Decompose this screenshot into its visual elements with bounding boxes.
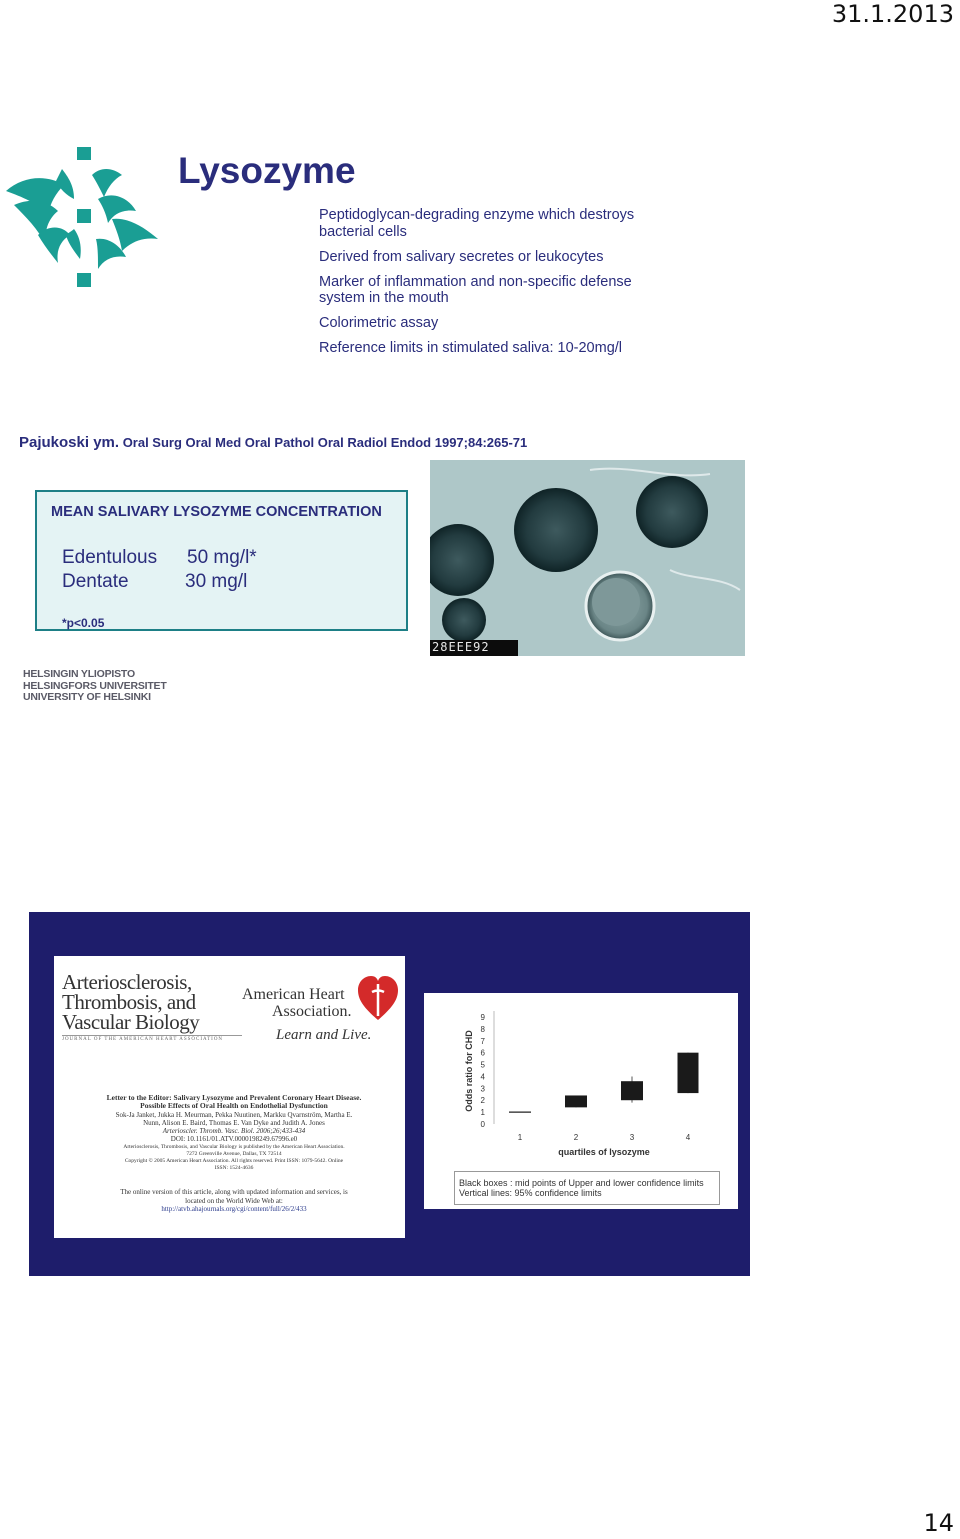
chart-panel [424, 993, 738, 1209]
letter-authors-line: Sok-Ja Janket, Jukka H. Meurman, Pekka Nuutinen, Markku Qvarnström, Martha E. [115, 1110, 353, 1119]
chart-xlabel: quartiles of lysozyme [558, 1147, 650, 1157]
online-line: located on the World Wide Web at: [185, 1196, 283, 1205]
bullet-item: Reference limits in stimulated saliva: 10-20mg/l [319, 340, 623, 356]
box-row-value: 30 mg/l [185, 571, 248, 592]
publisher-line: ISSN: 1524-4636 [214, 1164, 254, 1171]
chart-ytick-label: 4 [480, 1072, 485, 1082]
chart-box [678, 1053, 699, 1093]
aha-line: Association. [272, 1003, 352, 1020]
chart-ytick-label: 0 [480, 1120, 485, 1129]
chart-xtick-label: 1 [517, 1133, 523, 1142]
online-note [84, 1188, 384, 1214]
publisher-line: Copyright © 2005 American Heart Association. All rights reserved. Print ISSN: 1079-5642. Online [124, 1157, 344, 1164]
chart-ytick-label: 9 [480, 1013, 485, 1022]
box-note: *p<0.05 [62, 616, 105, 630]
page-number: 14 [923, 1509, 954, 1537]
journal-title [62, 972, 199, 1032]
heart-logo-icon [358, 976, 398, 1022]
box-row-label: Dentate [62, 571, 129, 592]
online-line: The online version of this article, along with updated information and services, is [120, 1188, 348, 1196]
box-row-value: 50 mg/l* [187, 547, 257, 568]
chart-ytick-label: 2 [480, 1096, 485, 1106]
chart-ytick-label: 1 [480, 1108, 485, 1118]
odds-ratio-chart [424, 993, 738, 1171]
university-name [23, 669, 167, 704]
chart-ytick-label: 3 [480, 1084, 485, 1094]
chart-ytick-label: 6 [480, 1048, 485, 1058]
university-line: UNIVERSITY OF HELSINKI [23, 691, 151, 703]
journal-title-line: Thrombosis, and [62, 990, 196, 1014]
aha-name [242, 986, 352, 1020]
bullet-item: Marker of inflammation and non-specific defense system in the mouth [319, 273, 632, 306]
slide-title: Lysozyme [178, 150, 356, 191]
box-row-label: Edentulous [62, 547, 158, 568]
reference-citation: Oral Surg Oral Med Oral Pathol Oral Radiol Endod 1997;84:265-71 [122, 435, 528, 450]
bullet-item: Derived from salivary secretes or leukocytes [319, 248, 604, 265]
reference-line [19, 434, 527, 451]
legend-line: Vertical lines: 95% confidence limits [459, 1188, 602, 1198]
chart-box [621, 1081, 643, 1100]
aha-tagline: Learn and Live. [276, 1027, 372, 1043]
micrograph-image [430, 460, 745, 656]
letter-title-line: Possible Effects of Oral Health on Endothelial Dysfunction [140, 1101, 328, 1111]
micrograph-cells-icon [430, 460, 745, 656]
letter-citation: Arterioscler. Thromb. Vasc. Biol. 2006;26;433-434 [162, 1127, 306, 1136]
article-image [54, 956, 405, 1238]
letter-details [84, 1094, 384, 1172]
letter-title-line: Letter to the Editor: Salivary Lysozyme and Prevalent Coronary Heart Disease. [106, 1093, 362, 1102]
bullet-list [319, 207, 679, 365]
reference-author: Pajukoski ym. [19, 434, 120, 451]
chart-box [565, 1095, 587, 1107]
legend-line: Black boxes : mid points of Upper and lower confidence limits [459, 1178, 704, 1188]
publisher-line: Arteriosclerosis, Thrombosis, and Vascular Biology is published by the American Heart Association. [123, 1143, 345, 1150]
bullet-item: Peptidoglycan-degrading enzyme which destroys bacterial cells [319, 207, 635, 240]
journal-title-line: Vascular Biology [62, 1010, 200, 1034]
chart-ytick-label: 7 [480, 1036, 485, 1046]
letter-doi: DOI: 10.1161/01.ATV.0000198249.67996.e0 [170, 1135, 298, 1144]
article-url: http://atvb.ahajournals.org/cgi/content/full/26/2/433 [161, 1205, 307, 1213]
chart-xtick-label: 3 [629, 1133, 635, 1142]
journal-title-line: Arteriosclerosis, [62, 970, 192, 994]
page-date: 31.1.2013 [831, 0, 954, 28]
chart-xtick-label: 4 [685, 1133, 691, 1142]
chart-ytick-label: 8 [480, 1024, 485, 1034]
chart-ytick-label: 5 [480, 1060, 485, 1070]
micrograph-label: 28EEE92 [432, 640, 490, 654]
bullet-item: Colorimetric assay [319, 315, 439, 331]
university-logo-icon [4, 145, 160, 291]
chart-ylabel: Odds ratio for CHD [464, 1030, 474, 1112]
university-line: HELSINGFORS UNIVERSITET [23, 679, 167, 692]
letter-authors-line: Nunn, Alison E. Baird, Thomas E. Van Dyke and Judith A. Jones [143, 1118, 325, 1127]
concentration-box [35, 490, 408, 631]
chart-legend [454, 1171, 720, 1205]
chart-xtick-label: 2 [573, 1133, 579, 1142]
publisher-line: 7272 Greenville Avenue, Dallas, TX 72514 [186, 1150, 282, 1157]
journal-subtitle: JOURNAL OF THE AMERICAN HEART ASSOCIATION [62, 1035, 242, 1042]
box-title: MEAN SALIVARY LYSOZYME CONCENTRATION [51, 504, 382, 520]
aha-line: American Heart [242, 986, 345, 1003]
university-line: HELSINGIN YLIOPISTO [23, 668, 135, 680]
